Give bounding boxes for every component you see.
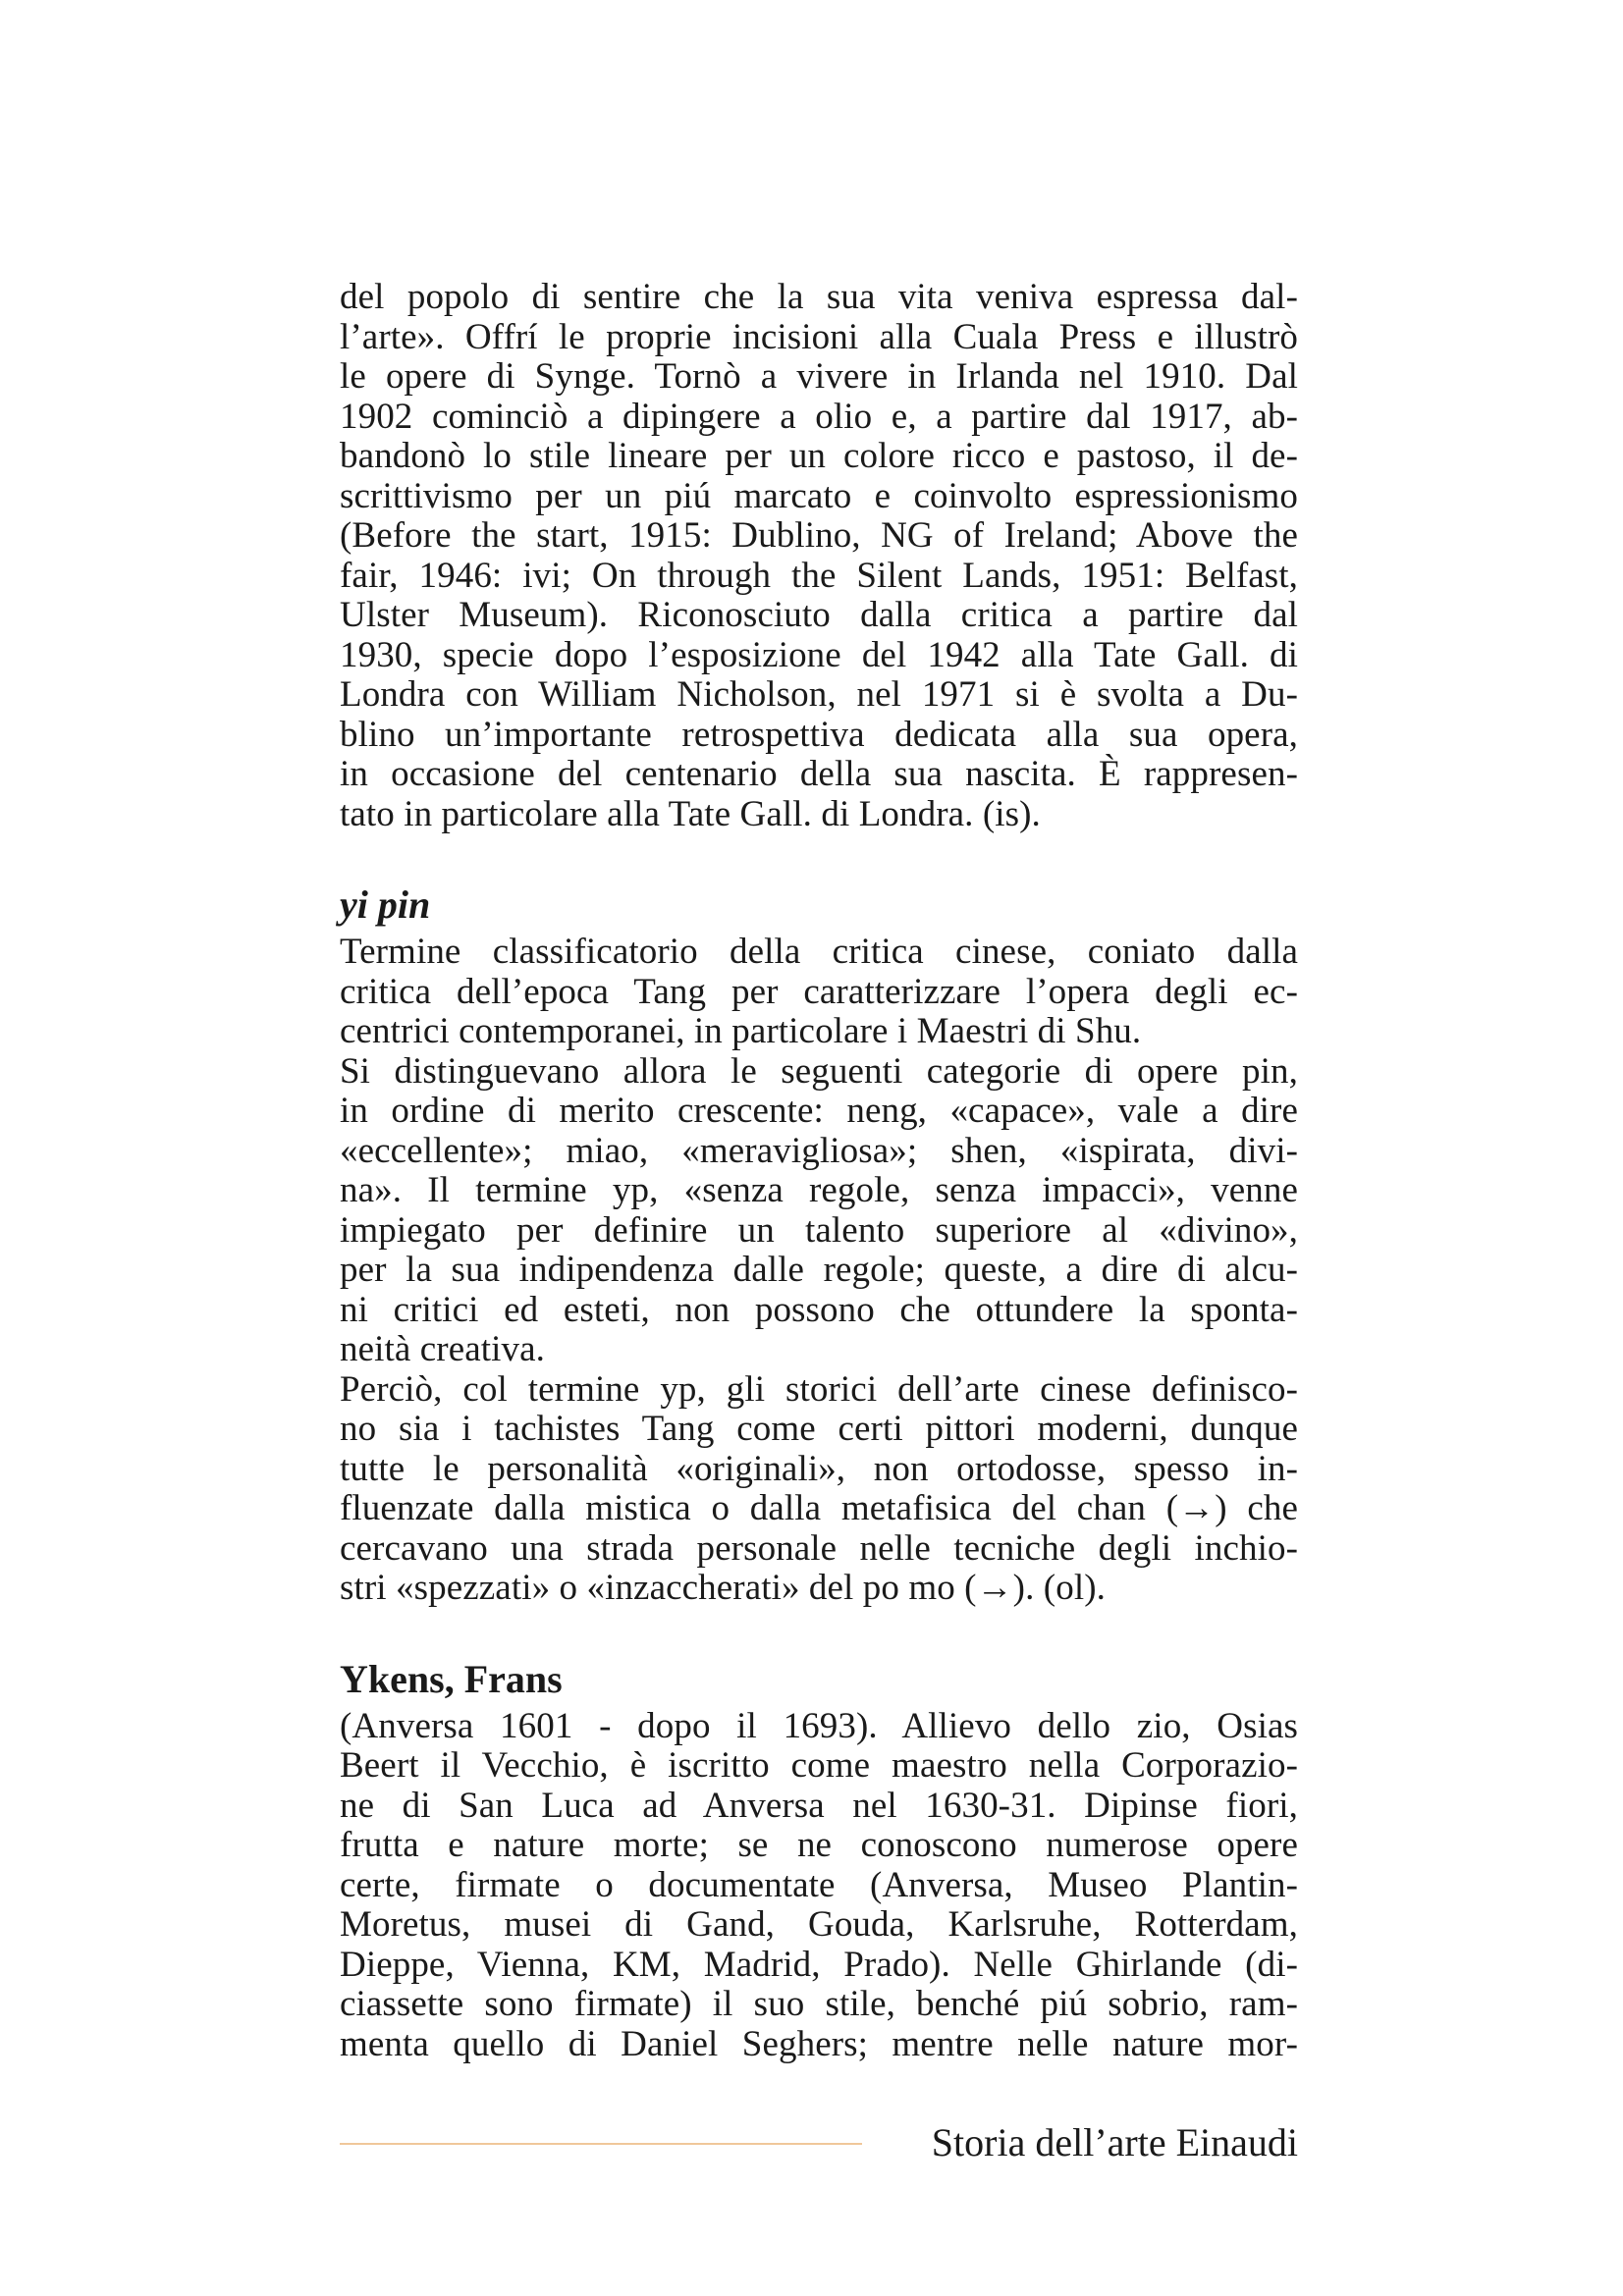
text-line: (Anversa 1601 - dopo il 1693). Allievo dello zio, Osias — [340, 1705, 1298, 1746]
text-line: Termine classificatorio della critica cinese, coniato dalla — [340, 932, 1298, 972]
text-line: 1902 cominciò a dipingere a olio e, a partire dal 1917, ab- — [340, 396, 1298, 437]
text-line: 1930, specie dopo l’esposizione del 1942 alla Tate Gall. di — [340, 634, 1298, 675]
text-line: fair, 1946: ivi; On through the Silent Lands, 1951: Belfast, — [340, 555, 1298, 596]
text-line: ni critici ed esteti, non possono che ottundere la sponta- — [340, 1289, 1298, 1330]
entry-ykens-frans — [340, 1658, 1298, 2065]
text-column — [340, 278, 1298, 2064]
spacer — [340, 834, 1298, 883]
text-line: certe, firmate o documentate (Anversa, Museo Plantin- — [340, 1864, 1298, 1905]
text-line: in ordine di merito crescente: neng, «capace», vale a dire — [340, 1091, 1298, 1131]
text-line: menta quello di Daniel Seghers; mentre nelle nature mor- — [340, 2023, 1298, 2064]
text-line: Londra con William Nicholson, nel 1971 si è svolta a Du- — [340, 674, 1298, 715]
text-line: neità creativa. — [340, 1329, 545, 1369]
text-line: Perciò, col termine yp, gli storici dell’arte cinese definisco- — [340, 1368, 1298, 1410]
continuation-paragraph — [340, 278, 1298, 834]
entry-title: Ykens, Frans — [340, 1656, 563, 1701]
text-line: ne di San Luca ad Anversa nel 1630-31. Dipinse fiori, — [340, 1785, 1298, 1826]
text-line: bandonò lo stile lineare per un colore ricco e pastoso, il de- — [340, 436, 1298, 476]
footer-rule — [340, 2143, 862, 2145]
text-line: cercavano una strada personale nelle tecniche degli inchio- — [340, 1527, 1298, 1569]
text-line: tato in particolare alla Tate Gall. di Londra. (is). — [340, 793, 1041, 834]
text-line: Si distinguevano allora le seguenti categorie di opere pin, — [340, 1050, 1298, 1092]
text-line: del popolo di sentire che la sua vita veniva espressa dal- — [340, 277, 1298, 317]
footer-publication-title: Storia dell’arte Einaudi — [931, 2120, 1298, 2164]
text-line: no sia i tachistes Tang come certi pittori moderni, dunque — [340, 1409, 1298, 1449]
text-line: Beert il Vecchio, è iscritto come maestro nella Corporazio- — [340, 1745, 1298, 1786]
text-line: critica dell’epoca Tang per caratterizzare l’opera degli ec- — [340, 971, 1298, 1012]
spacer — [340, 1609, 1298, 1658]
text-line: centrici contemporanei, in particolare i Maestri di Shu. — [340, 1011, 1142, 1051]
text-line: tutte le personalità «originali», non ortodosse, spesso in- — [340, 1448, 1298, 1489]
text-line: impiegato per definire un talento superiore al «divino», — [340, 1209, 1298, 1251]
text-line: scrittivismo per un piú marcato e coinvolto espressionismo — [340, 475, 1298, 516]
text-line: le opere di Synge. Tornò a vivere in Irlanda nel 1910. Dal — [340, 356, 1298, 397]
text-line: Dieppe, Vienna, KM, Madrid, Prado). Nelle Ghirlande (di- — [340, 1944, 1298, 1985]
text-line: Ulster Museum). Riconosciuto dalla critica a partire dal — [340, 595, 1298, 635]
text-line: fluenzate dalla mistica o dalla metafisica del chan (→) che — [340, 1488, 1298, 1528]
text-line: stri «spezzati» o «inzaccherati» del po mo (→). (ol). — [340, 1568, 1106, 1608]
text-line: «eccellente»; miao, «meravigliosa»; shen, «ispirata, divi- — [340, 1130, 1298, 1171]
entry-title: yi pin — [340, 882, 431, 927]
entry-yi-pin — [340, 883, 1298, 1609]
text-line: blino un’importante retrospettiva dedicata alla sua opera, — [340, 714, 1298, 755]
text-line: ciassette sono firmate) il suo stile, benché piú sobrio, ram- — [340, 1984, 1298, 2024]
text-line: per la sua indipendenza dalle regole; queste, a dire di alcu- — [340, 1250, 1298, 1290]
text-line: na». Il termine yp, «senza regole, senza impacci», venne — [340, 1170, 1298, 1210]
text-line: frutta e nature morte; se ne conoscono numerose opere — [340, 1825, 1298, 1865]
text-line: in occasione del centenario della sua nascita. È rappresen- — [340, 754, 1298, 794]
text-line: Moretus, musei di Gand, Gouda, Karlsruhe, Rotterdam, — [340, 1904, 1298, 1945]
text-line: l’arte». Offrí le proprie incisioni alla Cuala Press e illustrò — [340, 316, 1298, 357]
text-line: (Before the start, 1915: Dublino, NG of Ireland; Above the — [340, 515, 1298, 556]
